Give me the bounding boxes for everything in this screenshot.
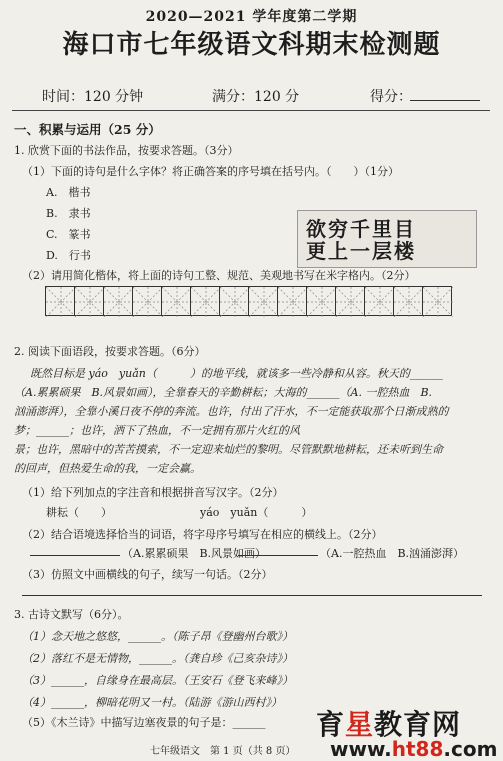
grid-cell[interactable] bbox=[190, 286, 220, 316]
poem-line-2[interactable]: （2）落红不是无情物，______。（龚自珍《己亥杂诗》） bbox=[22, 652, 293, 665]
calligraphy-line-1: 欲穷千里目 bbox=[306, 217, 416, 241]
writing-grid[interactable] bbox=[46, 286, 452, 316]
question-1-stem: 1. 欣赏下面的书法作品，按要求答题。（3分） bbox=[14, 144, 239, 157]
option-b: B. 隶书 bbox=[46, 207, 91, 220]
option-c: C. 篆书 bbox=[46, 228, 91, 241]
poem-line-5[interactable]: （5）《木兰诗》中描写边塞夜景的句子是：______ bbox=[22, 716, 266, 729]
watermark-url-part: ht88 bbox=[391, 737, 444, 761]
calligraphy-line-2: 更上一层楼 bbox=[306, 239, 416, 263]
grid-cell[interactable] bbox=[132, 286, 162, 316]
question-2-sub2-b: （A.一腔热血 B.汹涌澎湃） bbox=[320, 547, 465, 560]
answer-blank[interactable] bbox=[238, 555, 318, 556]
watermark-url bbox=[330, 737, 497, 761]
question-1-sub1: （1）下面的诗句是什么字体？将正确答案的序号填在括号内。（ ）（1分） bbox=[22, 165, 399, 178]
poem-line-1[interactable]: （1）念天地之悠悠，______。（陈子昂《登幽州台歌》） bbox=[22, 630, 293, 643]
score-blank[interactable] bbox=[410, 100, 480, 101]
question-2-sub3: （3）仿照文中画横线的句子，续写一句话。（2分） bbox=[22, 568, 273, 581]
grid-cell[interactable] bbox=[277, 286, 307, 316]
option-a: A. 楷书 bbox=[46, 186, 91, 199]
passage-line-2: （A.累累硕果 B.风景如画），全靠春天的辛勤耕耘；大海的______（A. 一腔热血 B. bbox=[14, 386, 433, 399]
grid-cell[interactable] bbox=[306, 286, 336, 316]
grid-cell[interactable] bbox=[364, 286, 394, 316]
passage-line-4: 梦；______；也许，洒下了热血，不一定拥有那片火红的风 bbox=[14, 424, 300, 437]
question-2-stem: 2. 阅读下面语段，按要求答题。（6分） bbox=[14, 345, 206, 358]
question-3-stem: 3. 古诗文默写（6分）。 bbox=[14, 608, 129, 621]
question-2-sub2-a: （A.累累硕果 B.风景如画） bbox=[122, 547, 267, 560]
poem-line-4[interactable]: （4）______，柳暗花明又一村。（陆游《游山西村》） bbox=[22, 696, 282, 709]
answer-line[interactable] bbox=[22, 595, 482, 596]
question-2-sub1-a[interactable]: 耕耘（ ） bbox=[46, 506, 112, 519]
question-2-sub1-b[interactable]: yáo yuǎn（ ） bbox=[200, 506, 313, 519]
grid-cell[interactable] bbox=[335, 286, 365, 316]
question-2-sub2: （2）结合语境选择恰当的词语，将字母序号填写在相应的横线上。（2分） bbox=[22, 528, 383, 541]
passage-line-3: 汹涌澎湃），全靠小溪日夜不停的奔流。也许，付出了汗水，不一定能获取那个日渐成熟的 bbox=[14, 405, 449, 418]
question-1-sub2: （2）请用简化楷体，将上面的诗句工整、规范、美观地书写在米字格内。（2分） bbox=[22, 269, 416, 282]
watermark-url-part: .com bbox=[443, 737, 498, 761]
watermark-text: 教育网 bbox=[374, 708, 462, 741]
passage-line-5: 景；也许，黑暗中的苦苦摸索，不一定迎来灿烂的黎明。尽管默默地耕耘，还未听到生命 bbox=[14, 443, 443, 456]
calligraphy-image bbox=[297, 210, 477, 268]
grid-cell[interactable] bbox=[45, 286, 75, 316]
grid-cell[interactable] bbox=[422, 286, 452, 316]
grid-cell[interactable] bbox=[103, 286, 133, 316]
grid-cell[interactable] bbox=[161, 286, 191, 316]
answer-blank[interactable] bbox=[30, 555, 120, 556]
page-footer: 七年级语文 第 1 页（共 8 页） bbox=[150, 746, 296, 757]
watermark-url-part: www. bbox=[330, 737, 392, 761]
header-divider bbox=[12, 110, 490, 111]
watermark-text: 育 bbox=[316, 708, 346, 741]
watermark-star: 星 bbox=[345, 708, 375, 741]
exam-term: 2020—2021 学年度第二学期 bbox=[145, 9, 358, 25]
passage-line-6: 的回声，但热爱生命的我，一定会赢。 bbox=[14, 462, 201, 475]
result-label: 得分： bbox=[370, 89, 412, 105]
question-2-sub1: （1）给下列加点的字注音和根据拼音写汉字。（2分） bbox=[22, 486, 284, 499]
grid-cell[interactable] bbox=[248, 286, 278, 316]
time-label: 时间：120 分钟 bbox=[42, 89, 144, 105]
grid-cell[interactable] bbox=[219, 286, 249, 316]
grid-cell[interactable] bbox=[74, 286, 104, 316]
option-d: D. 行书 bbox=[46, 249, 91, 262]
score-label: 满分：120 分 bbox=[212, 89, 300, 105]
section-heading: 一、积累与运用（25 分） bbox=[14, 122, 161, 137]
page-title: 海口市七年级语文科期末检测题 bbox=[62, 30, 441, 60]
grid-cell[interactable] bbox=[393, 286, 423, 316]
poem-line-3[interactable]: （3）______，自缘身在最高层。（王安石《登飞来峰》） bbox=[22, 674, 293, 687]
passage-line-1: 既然目标是 yáo yuǎn（ ）的地平线，就该多一些冷静和从容。秋天的______ bbox=[30, 367, 443, 380]
